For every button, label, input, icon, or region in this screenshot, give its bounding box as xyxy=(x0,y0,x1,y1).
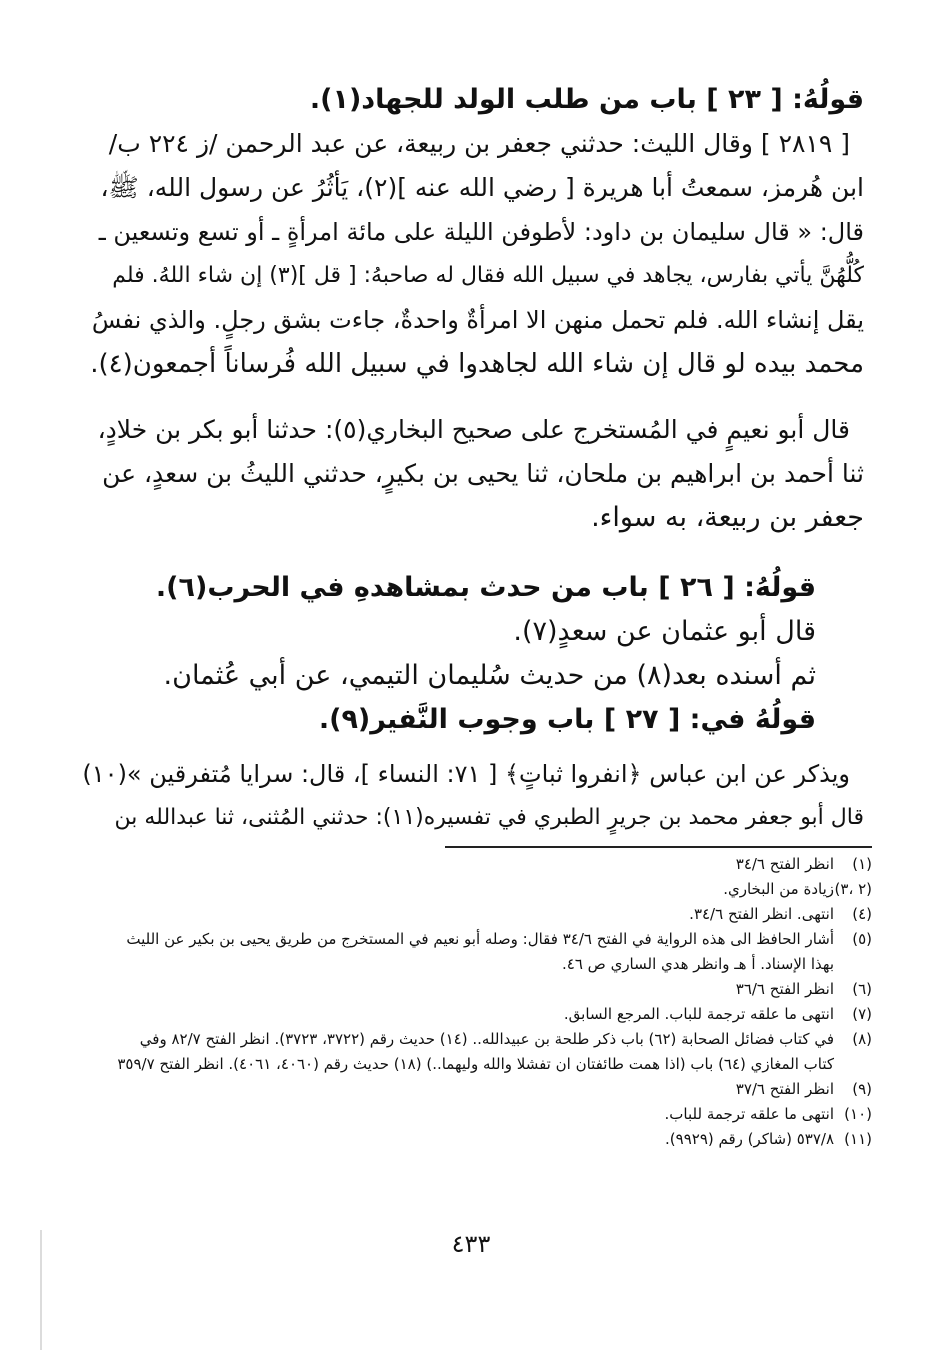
abu-nuaym-commentary xyxy=(82,408,864,540)
footnote-text: ٥٣٧/٨ (شاكر) رقم (٩٩٢٩). xyxy=(665,1130,834,1148)
footnote-text: انظر الفتح ٣٧/٦ xyxy=(735,1080,834,1098)
footnote-text: أشار الحافظ الى هذه الرواية في الفتح ٣٤/٦ فقال: وصله أبو نعيم في المستخرج من طريق يحيى بن بكير عن الليث بهذا الإسناد. أ هـ وانظر هدي الساري ص ٤٦. xyxy=(126,930,834,973)
footnote xyxy=(112,902,872,927)
commentary-line: ثنا أحمد بن ابراهيم بن ملحان، ثنا يحيى بن بكيرٍ، حدثني الليثُ بن سعدٍ، عن xyxy=(102,459,864,488)
footnote-separator xyxy=(445,846,872,848)
footnote xyxy=(112,852,872,877)
footnote-number: (٢ ،٣) xyxy=(834,880,872,898)
footnote xyxy=(112,1127,872,1152)
commentary-line: قال أبو جعفر محمد بن جريرٍ الطبري في تفسيره(١١): حدثني المُثنى، ثنا عبدالله بن xyxy=(114,805,864,830)
footnote xyxy=(112,1077,872,1102)
hadith-2819-line: محمد بيده لو قال إن شاء الله لجاهدوا في سبيل الله فُرساناً أجمعون(٤). xyxy=(90,349,864,379)
hadith-2819-line: قال: « قال سليمان بن داود: لأطوفن الليلة على مائة امرأةٍ ـ أو تسع وتسعين ـ xyxy=(98,218,864,246)
commentary-line: قال أبو نعيمٍ في المُستخرج على صحيح البخاري(٥): حدثنا أبو بكر بن خلادٍ، xyxy=(97,415,850,444)
footnote xyxy=(112,977,872,1002)
footnote-text: انظر الفتح ٣٤/٦ xyxy=(735,855,834,873)
footnote-text: انظر الفتح ٣٦/٦ xyxy=(735,980,834,998)
footnote xyxy=(112,927,872,977)
commentary-line: جعفر بن ربيعة، به سواء. xyxy=(591,502,864,533)
footnote-text: انتهى. انظر الفتح ٣٤/٦. xyxy=(689,905,834,923)
footnote-number: (١٠) xyxy=(844,1105,872,1123)
footnote-text: انتهى ما علقه ترجمة للباب. xyxy=(664,1105,834,1123)
hadith-2819-line: [ ٢٨١٩ ] وقال الليث: حدثني جعفر بن ربيعة، عن عبد الرحمن /ز ٢٢٤ ب/ xyxy=(108,129,850,158)
page-number: ٤٣٣ xyxy=(451,1230,491,1258)
hadith-2819-line: ابن هُرمز، سمعتُ أبا هريرة [ رضي الله عنه ](٢)، يَأثُرُ عن رسول الله، ﷺ، xyxy=(100,173,864,202)
footnotes xyxy=(112,852,872,1152)
footnote-number: (٤) xyxy=(852,905,872,923)
hadith-2819-line: كُلُّهُنَّ يأتي بفارس، يجاهد في سبيل الله فقال له صاحبهُ: [ قل ](٣) إن شاء اللهُ. فلم xyxy=(112,263,864,288)
scan-margin-mark xyxy=(40,1230,42,1350)
sections-26-27 xyxy=(82,566,864,742)
footnote-number: (٧) xyxy=(852,1005,872,1023)
footnote xyxy=(112,1102,872,1127)
footnote-text: في كتاب فضائل الصحابة (٦٢) باب ذكر طلحة بن عبيدالله.. (١٤) حديث رقم (٣٧٢٢، ٣٧٢٣). انظر الفتح ٨٢/٧ وفي كتاب المغازي (٦٤) باب (اذا همت طائفتان ان تفشلا والله وليهما..) (١٨) حديث رقم (٤٠٦٠، ٤٠٦١). انظر الفتح ٣٥٩/٧ xyxy=(117,1030,834,1073)
commentary-line: قال أبو عثمان عن سعدٍ(٧). xyxy=(513,616,816,647)
commentary-line: ويذكر عن ابن عباس ﴿انفروا ثباتٍ﴾ [ ٧١: النساء ]، قال: سرايا مُتفرقين »(١٠) xyxy=(82,760,850,788)
footnote-number: (١) xyxy=(852,855,872,873)
footnote xyxy=(112,1027,872,1077)
ibn-abbas-commentary xyxy=(82,752,864,840)
footnote-number: (٦) xyxy=(852,980,872,998)
section-23-hadith-2819 xyxy=(82,78,864,386)
footnote-text: انتهى ما علقه ترجمة للباب. المرجع السابق. xyxy=(563,1005,834,1023)
hadith-2819-line: يقل إنشاء الله. فلم تحمل منهن الا امرأةٌ واحدةٌ، جاءت بشق رجلٍ. والذي نفسُ xyxy=(91,306,864,334)
chapter-heading-23: قولُهُ: [ ٢٣ ] باب من طلب الولد للجهاد(١). xyxy=(309,84,864,115)
commentary-line: ثم أسنده بعد(٨) من حديث سُليمان التيمي، عن أبي عُثمان. xyxy=(163,660,816,691)
footnote-number: (١١) xyxy=(844,1130,872,1148)
footnote-text: زيادة من البخاري. xyxy=(723,880,834,898)
footnote-number: (٨) xyxy=(852,1030,872,1048)
footnote xyxy=(112,1002,872,1027)
footnote xyxy=(112,877,872,902)
chapter-heading-27: قولُهُ في: [ ٢٧ ] باب وجوب النَّفير(٩). xyxy=(318,704,816,735)
chapter-heading-26: قولُهُ: [ ٢٦ ] باب من حدث بمشاهدهِ في الحرب(٦). xyxy=(155,572,816,603)
footnote-number: (٥) xyxy=(852,930,872,948)
footnote-number: (٩) xyxy=(852,1080,872,1098)
